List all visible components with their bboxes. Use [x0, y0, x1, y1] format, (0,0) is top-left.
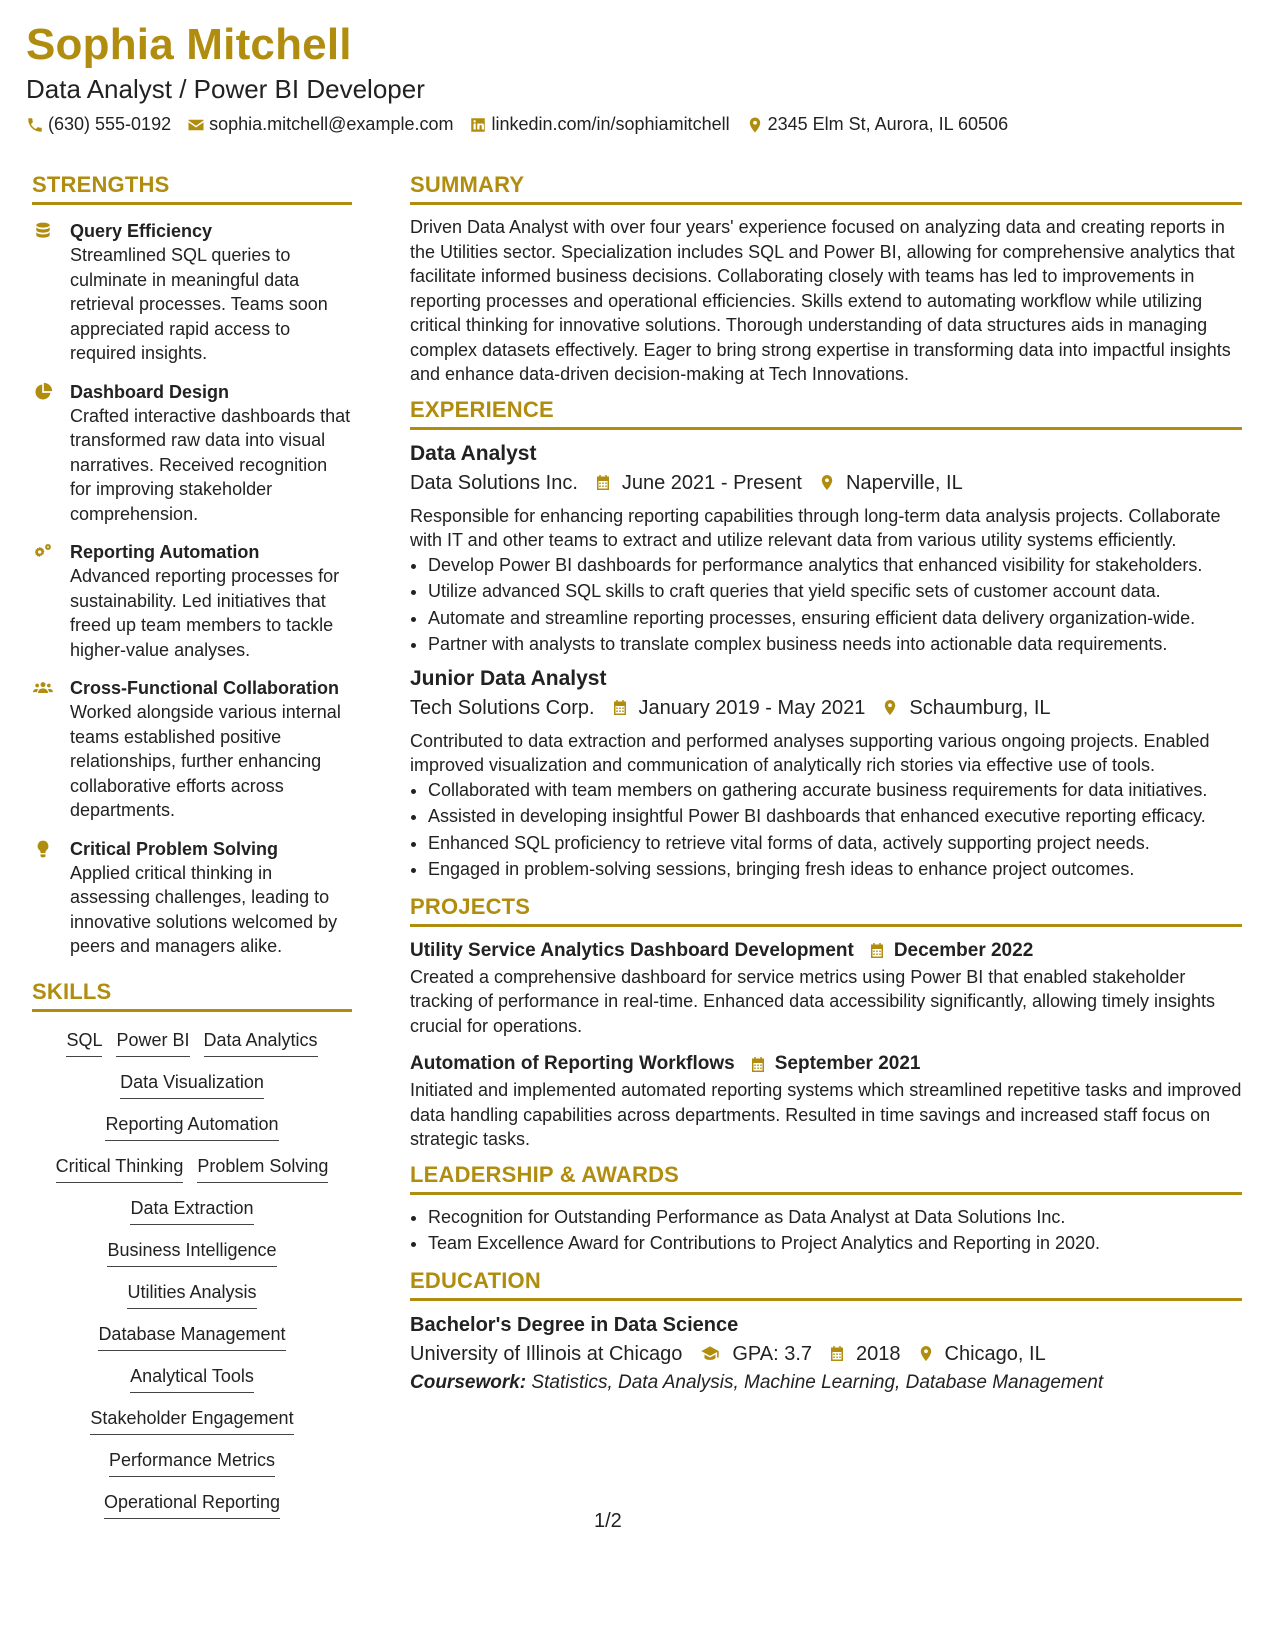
contact-bar [26, 114, 1024, 135]
awards-list [410, 1205, 1242, 1256]
pie-chart-icon [32, 382, 56, 404]
skill-tag: Problem Solving [197, 1154, 328, 1183]
envelope-icon [187, 116, 205, 134]
strength-item [32, 219, 352, 366]
job-bullet: • Automate and streamline reporting processes, ensuring efficient data delivery organization-wide. [428, 606, 1242, 631]
education-meta [410, 1339, 1242, 1369]
strength-title: Critical Problem Solving [70, 838, 279, 859]
experience-heading: EXPERIENCE [410, 397, 1242, 430]
strength-desc: Worked alongside various internal teams established positive relationships, further enhancing collaborative efforts across departments. [70, 702, 341, 820]
project-date: September 2021 [774, 1053, 921, 1074]
project-title: Automation of Reporting Workflows [410, 1053, 735, 1074]
job-dates: June 2021 - Present [621, 471, 802, 494]
job-description: Responsible for enhancing reporting capabilities through long-term data analysis projects. Collaborate with IT and other teams to extract and utilize relevant data from various utility systems efficiently. [410, 505, 1221, 550]
contact-address [746, 114, 1009, 135]
job-bullet: • Collaborated with team members on gathering accurate business requirements for data initiatives. [428, 778, 1242, 803]
users-icon [32, 678, 56, 700]
lightbulb-icon [32, 839, 56, 861]
address-text: 2345 Elm St, Aurora, IL 60506 [767, 114, 1009, 134]
map-marker-icon [917, 1344, 935, 1363]
skill-tag: Data Analytics [204, 1028, 318, 1057]
summary-text: Driven Data Analyst with over four years' experience focused on analyzing data and creating reports in the Utilities sector. Specialization includes SQL and Power BI, allowing for comprehensive analytics that facilitate informed business decisions. Collaborating closely with teams has led to improvements in reporting processes and operational efficiencies. Skills extend to automating workflow while utilizing critical thinking for innovative solutions. Thorough understanding of data structures aids in managing complex datasets effectively. Eager to bring strong expertise in transforming data into impactful insights and enhance data-driven decision-making at Tech Innovations. [410, 217, 1235, 384]
skill-tag: Database Management [98, 1322, 285, 1351]
job-bullet: • Partner with analysts to translate complex business needs into actionable data requirements. [428, 632, 1242, 657]
coursework-label: Coursework: [410, 1371, 527, 1393]
skill-tag: SQL [66, 1028, 102, 1057]
projects-heading: PROJECTS [410, 894, 1242, 927]
project-description: Created a comprehensive dashboard for service metrics using Power BI that enabled stakeholder tracking of performance in real-time. Enhanced data accessibility significantly, allowing timely insights crucial for operations. [410, 966, 1216, 1036]
job-meta [410, 468, 1242, 498]
linkedin-text: linkedin.com/in/sophiamitchell [491, 114, 730, 134]
calendar-icon [828, 1344, 846, 1363]
summary-heading: SUMMARY [410, 172, 1242, 205]
skill-tag: Critical Thinking [56, 1154, 184, 1183]
job-location: Schaumburg, IL [909, 696, 1051, 719]
job-meta [410, 693, 1242, 723]
job-bullet: • Develop Power BI dashboards for performance analytics that enhanced visibility for stakeholders. [428, 553, 1242, 578]
award-item: • Team Excellence Award for Contributions to Project Analytics and Reporting in 2020. [428, 1231, 1242, 1256]
coursework-line [410, 1369, 1242, 1397]
education-heading: EDUCATION [410, 1268, 1242, 1301]
job-entry [410, 665, 1242, 882]
skills-list [32, 1028, 352, 1519]
calendar-icon [611, 698, 629, 717]
job-bullets [410, 778, 1242, 882]
job-bullet: • Enhanced SQL proficiency to retrieve vital forms of data, actively supporting project needs. [428, 831, 1242, 856]
candidate-name: Sophia Mitchell [26, 20, 352, 69]
strength-desc: Applied critical thinking in assessing challenges, leading to innovative solutions welcomed by peers and managers alike. [70, 862, 338, 956]
map-marker-icon [881, 698, 899, 717]
job-bullet: • Assisted in developing insightful Power BI dashboards that enhanced executive reporting efficacy. [428, 804, 1242, 829]
degree: Bachelor's Degree in Data Science [410, 1313, 739, 1336]
skill-tag: Business Intelligence [107, 1238, 276, 1267]
job-location: Naperville, IL [846, 471, 963, 494]
left-column [32, 172, 352, 1532]
strength-item [32, 380, 352, 527]
job-bullets [410, 553, 1242, 657]
gears-icon [32, 542, 56, 564]
job-bullet: • Utilize advanced SQL skills to craft queries that yield specific sets of customer account data. [428, 579, 1242, 604]
job-description: Contributed to data extraction and performed analyses supporting various ongoing projects. Enabled improved visualization and communication of analytically rich stories via effective use of tools. [410, 730, 1210, 775]
strength-title: Dashboard Design [70, 381, 230, 402]
school: University of Illinois at Chicago [410, 1342, 683, 1365]
map-marker-icon [818, 473, 836, 492]
project-date: December 2022 [893, 939, 1034, 961]
job-company: Tech Solutions Corp. [410, 696, 595, 719]
calendar-icon [749, 1055, 767, 1074]
contact-linkedin[interactable] [469, 114, 729, 135]
job-entry [410, 440, 1242, 657]
map-marker-icon [746, 116, 764, 134]
strength-item [32, 837, 352, 959]
project-entry [410, 1050, 1242, 1152]
strengths-heading: STRENGTHS [32, 172, 352, 205]
strength-title: Query Efficiency [70, 221, 213, 241]
project-title: Utility Service Analytics Dashboard Development [410, 939, 854, 961]
skill-tag: Data Extraction [130, 1196, 253, 1225]
calendar-icon [868, 941, 886, 960]
candidate-title: Data Analyst / Power BI Developer [26, 74, 425, 104]
coursework-list: Statistics, Data Analysis, Machine Learning, Database Management [531, 1371, 1104, 1393]
strength-desc: Crafted interactive dashboards that transformed raw data into visual narratives. Received recognition for improving stakeholder comprehension. [70, 405, 351, 524]
job-title: Data Analyst [410, 441, 537, 465]
database-icon [32, 221, 56, 243]
skill-tag: Analytical Tools [130, 1364, 254, 1393]
strength-title: Cross-Functional Collaboration [70, 678, 340, 698]
education-location: Chicago, IL [944, 1342, 1046, 1365]
skill-tag: Performance Metrics [109, 1448, 275, 1477]
skill-tag: Operational Reporting [104, 1490, 280, 1519]
page-number: 1/2 [594, 1510, 622, 1532]
contact-email[interactable] [187, 114, 453, 135]
job-title: Junior Data Analyst [410, 666, 607, 690]
contact-phone[interactable] [26, 114, 171, 135]
project-title-row [410, 937, 1242, 965]
job-dates: January 2019 - May 2021 [638, 696, 866, 719]
awards-heading: LEADERSHIP & AWARDS [410, 1162, 1242, 1195]
gpa: GPA: 3.7 [732, 1342, 813, 1365]
project-title-row [410, 1050, 1242, 1078]
strength-desc: Streamlined SQL queries to culminate in meaningful data retrieval processes. Teams soon appreciated rapid access to required insights. [70, 245, 328, 363]
strength-item [32, 676, 352, 823]
phone-icon [26, 116, 44, 134]
linkedin-icon [469, 116, 487, 134]
graduation-year: 2018 [856, 1342, 901, 1365]
job-company: Data Solutions Inc. [410, 471, 578, 494]
email-text: sophia.mitchell@example.com [209, 114, 454, 134]
skill-tag: Utilities Analysis [127, 1280, 256, 1309]
strength-item [32, 540, 352, 662]
skills-heading: SKILLS [32, 979, 352, 1012]
graduation-cap-icon [698, 1344, 722, 1363]
skill-tag: Stakeholder Engagement [90, 1406, 293, 1435]
job-bullet: • Engaged in problem-solving sessions, bringing fresh ideas to enhance project outcomes. [428, 857, 1242, 882]
phone-text: (630) 555-0192 [48, 114, 172, 134]
skill-tag: Data Visualization [120, 1070, 264, 1099]
award-item: • Recognition for Outstanding Performance as Data Analyst at Data Solutions Inc. [428, 1205, 1242, 1230]
project-entry [410, 937, 1242, 1039]
strength-desc: Advanced reporting processes for sustainability. Led initiatives that freed up team members to tackle higher-value analyses. [70, 566, 340, 660]
skill-tag: Reporting Automation [105, 1112, 278, 1141]
right-column [410, 172, 1242, 1397]
strength-title: Reporting Automation [70, 542, 260, 562]
calendar-icon [594, 473, 612, 492]
project-description: Initiated and implemented automated reporting systems which streamlined repetitive tasks and improved data handling capabilities across departments. Resulted in time savings and increased staff focus on strategic tasks. [410, 1080, 1242, 1149]
skill-tag: Power BI [116, 1028, 189, 1057]
